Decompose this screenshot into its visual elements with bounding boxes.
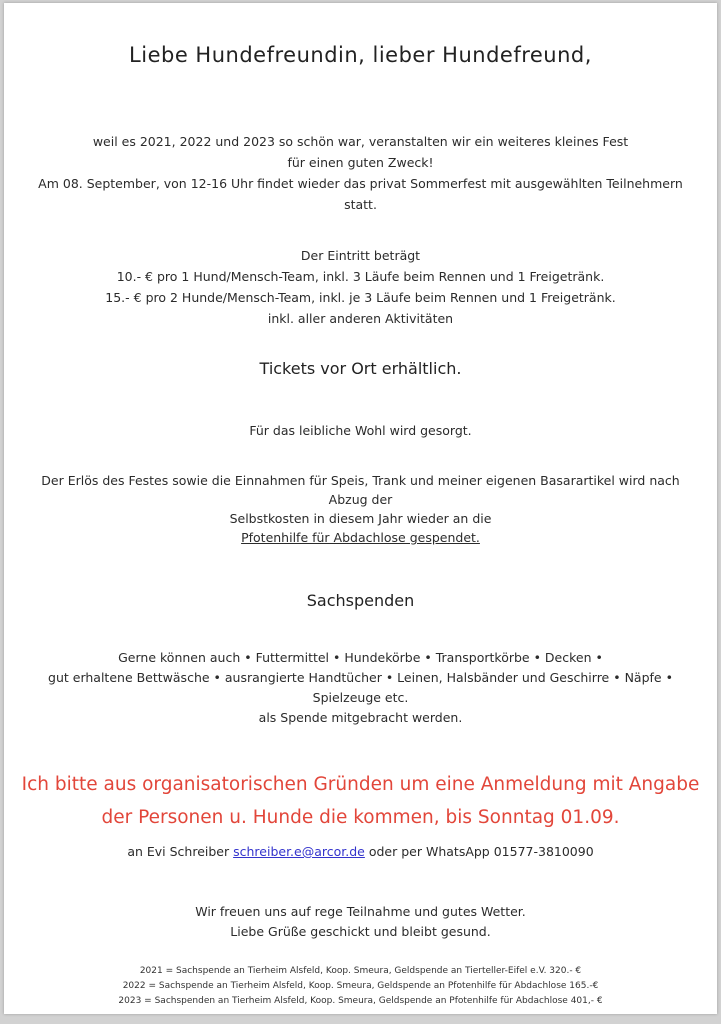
pricing-activities: inkl. aller anderen Aktivitäten <box>267 311 454 326</box>
intro-line-3: Am 08. September, von 12-16 Uhr findet wieder das privat Sommerfest mit ausgewählten Teilnehmern statt. <box>38 176 683 212</box>
donation-history <box>21 964 701 1009</box>
pricing-heading: Der Eintritt beträgt <box>300 248 421 263</box>
intro-line-2: für einen guten Zweck! <box>287 155 434 170</box>
pricing-paragraph <box>21 245 701 329</box>
registration-line-1: Ich bitte aus organisatorischen Gründen um eine Anmeldung mit Angabe <box>21 774 700 795</box>
history-2021: 2021 = Sachspende an Tierheim Alsfeld, Koop. Smeura, Geldspende an Tierteller-Eifel e.V. 320.- € <box>139 966 582 976</box>
closing-line-2: Liebe Grüße geschickt und bleibt gesund. <box>230 924 491 939</box>
intro-line-1: weil es 2021, 2022 und 2023 so schön war, veranstalten wir ein weiteres kleines Fest <box>92 134 629 149</box>
donation-line-2: Selbstkosten in diesem Jahr wieder an die <box>229 511 492 526</box>
document-page <box>4 3 717 1014</box>
email-link[interactable]: schreiber.e@arcor.de <box>233 844 365 859</box>
donation-recipient: Pfotenhilfe für Abdachlose gespendet. <box>241 530 480 545</box>
sachspenden-list <box>21 648 701 728</box>
page-title: Liebe Hundefreundin, lieber Hundefreund, <box>129 43 592 67</box>
donation-paragraph <box>21 471 701 547</box>
history-2023: 2023 = Sachspenden an Tierheim Alsfeld, Koop. Smeura, Geldspende an Pfotenhilfe für Abdachlose 401,- € <box>118 996 603 1006</box>
contact-suffix: oder per WhatsApp 01577-3810090 <box>364 844 594 859</box>
sachspenden-line-3: als Spende mitgebracht werden. <box>258 710 463 725</box>
catering-line: Für das leibliche Wohl wird gesorgt. <box>249 423 472 438</box>
registration-line-2: der Personen u. Hunde die kommen, bis Sonntag 01.09. <box>101 807 620 828</box>
closing-line-1: Wir freuen uns auf rege Teilnahme und gutes Wetter. <box>195 904 526 919</box>
sachspenden-line-2: gut erhaltene Bettwäsche • ausrangierte Handtücher • Leinen, Halsbänder und Geschirre • Näpfe • Spielzeuge etc. <box>48 670 673 705</box>
donation-line-1: Der Erlös des Festes sowie die Einnahmen für Speis, Trank und meiner eigenen Basarartikel wird nach Abzug der <box>41 473 680 507</box>
history-2022: 2022 = Sachspende an Tierheim Alsfeld, Koop. Smeura, Geldspende an Pfotenhilfe für Abdachlose 165.-€ <box>122 981 599 991</box>
pricing-two-dogs: 15.- € pro 2 Hunde/Mensch-Team, inkl. je 3 Läufe beim Rennen und 1 Freigetränk. <box>105 290 616 305</box>
sachspenden-heading: Sachspenden <box>306 591 415 610</box>
sachspenden-line-1: Gerne können auch • Futtermittel • Hundekörbe • Transportkörbe • Decken • <box>118 650 603 665</box>
registration-notice <box>21 768 701 834</box>
contact-line <box>21 841 701 862</box>
pricing-one-dog: 10.- € pro 1 Hund/Mensch-Team, inkl. 3 Läufe beim Rennen und 1 Freigetränk. <box>116 269 605 284</box>
tickets-heading: Tickets vor Ort erhältlich. <box>259 359 462 378</box>
contact-prefix: an Evi Schreiber <box>127 844 234 859</box>
closing-paragraph <box>21 902 701 942</box>
intro-paragraph <box>21 131 701 215</box>
document-content <box>21 3 701 1009</box>
